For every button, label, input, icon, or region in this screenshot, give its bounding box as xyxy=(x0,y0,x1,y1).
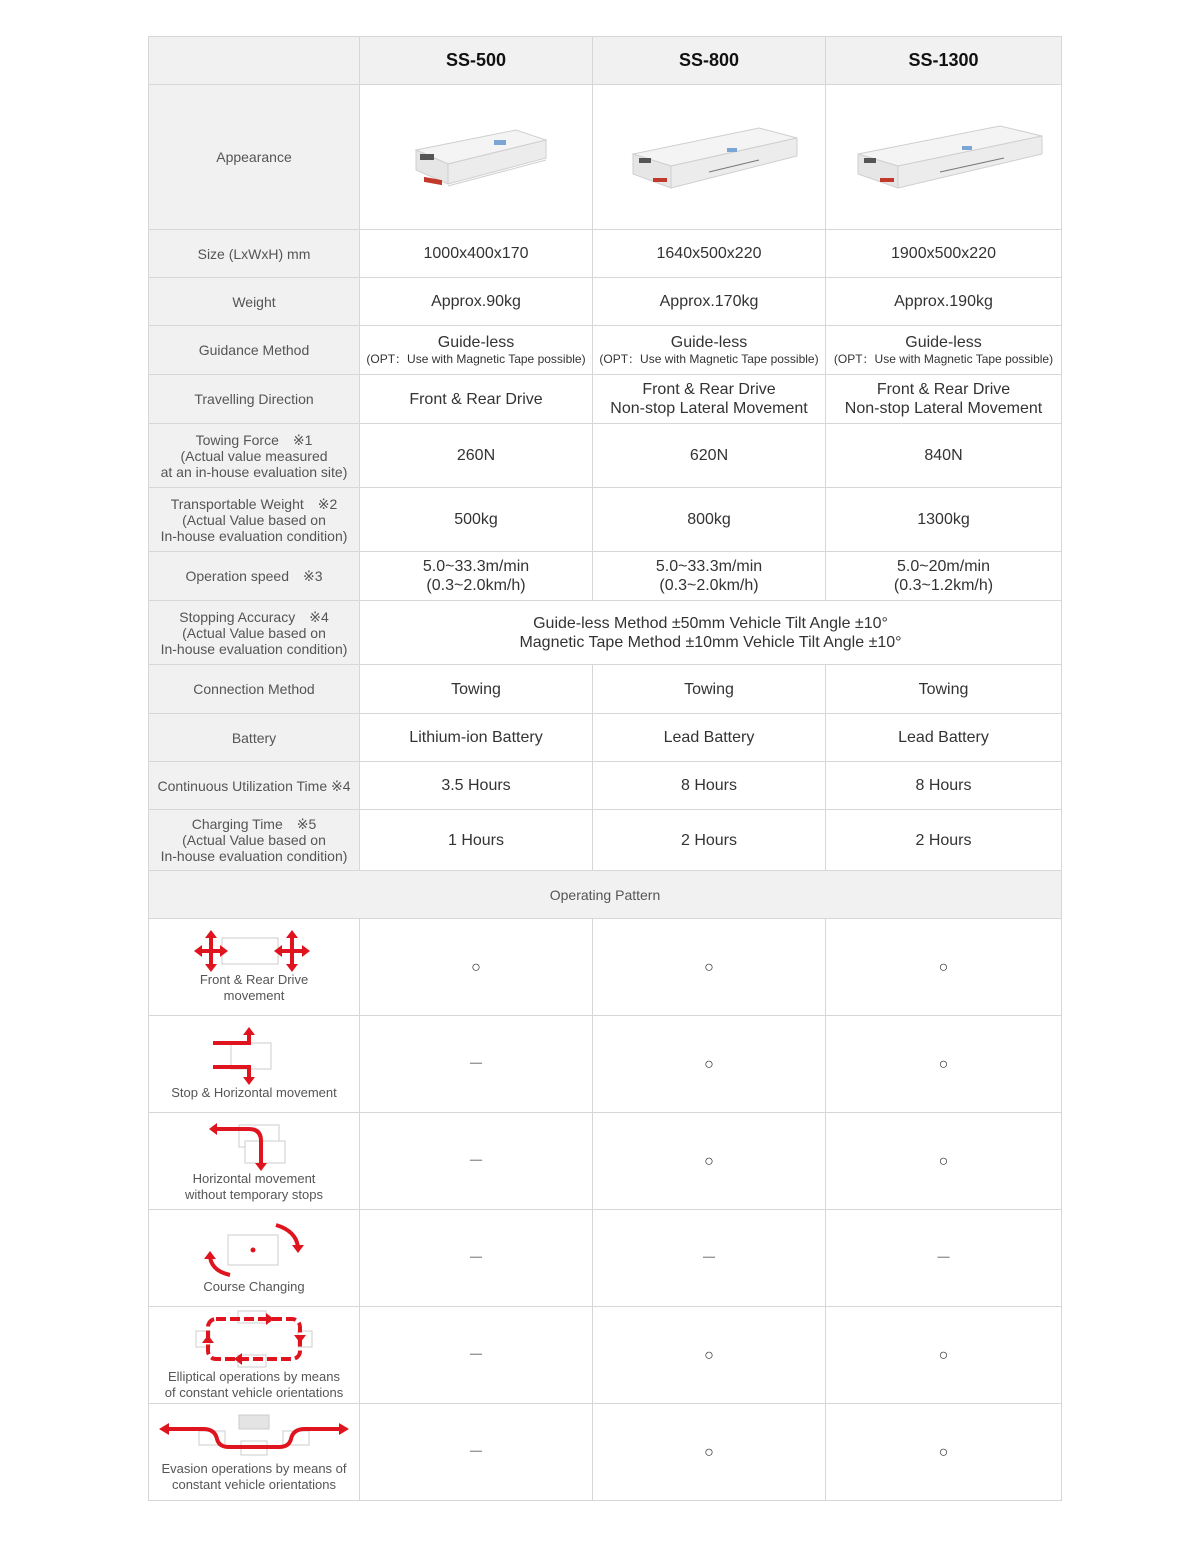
travel-ss-500: Front & Rear Drive xyxy=(360,375,593,424)
speed-min: 5.0~33.3m/min xyxy=(655,558,763,575)
weight-label: Weight xyxy=(149,278,360,326)
guidance-ss-1300 xyxy=(826,326,1062,375)
mark-cell: ○ xyxy=(593,1016,826,1113)
pattern-label-1: Stop & Horizontal movement xyxy=(171,1085,337,1100)
size-row xyxy=(149,230,1062,278)
weight-ss-500: Approx.90kg xyxy=(360,278,593,326)
guidance-row xyxy=(149,326,1062,375)
utilization-ss-800: 8 Hours xyxy=(593,762,826,810)
spec-sheet xyxy=(148,36,1061,1501)
connection-row xyxy=(149,665,1062,714)
charging-label-3: In-house evaluation condition) xyxy=(160,848,348,864)
battery-label: Battery xyxy=(149,714,360,762)
evasion-operation-icon xyxy=(159,1411,349,1461)
transport-label xyxy=(149,488,360,552)
battery-ss-500: Lithium-ion Battery xyxy=(360,714,593,762)
towing-label-3: at an in-house evaluation site) xyxy=(160,463,348,480)
pattern-label-1: Horizontal movement xyxy=(192,1171,316,1186)
pattern-row-front-rear xyxy=(149,919,1062,1016)
weight-ss-800: Approx.170kg xyxy=(593,278,826,326)
vehicle-image-ss-1300 xyxy=(826,85,1062,230)
stopping-row xyxy=(149,601,1062,665)
pattern-label-1: Evasion operations by means of xyxy=(161,1461,347,1476)
mark-cell: － xyxy=(360,1016,593,1113)
course-changing-icon xyxy=(204,1221,304,1279)
charging-label-2: (Actual Value based on xyxy=(182,832,326,848)
travel-line-2: Non-stop Lateral Movement xyxy=(844,400,1043,417)
transport-ss-500: 500kg xyxy=(360,488,593,552)
transport-ss-1300: 1300kg xyxy=(826,488,1062,552)
size-label: Size (LxWxH) mm xyxy=(149,230,360,278)
pattern-course-changing-cell xyxy=(149,1210,360,1307)
battery-row xyxy=(149,714,1062,762)
mark-cell: ○ xyxy=(826,919,1062,1016)
stopping-label xyxy=(149,601,360,665)
header-row xyxy=(149,37,1062,85)
pattern-row-elliptical xyxy=(149,1307,1062,1404)
pattern-row-stop-horizontal xyxy=(149,1016,1062,1113)
speed-min: 5.0~33.3m/min xyxy=(422,558,530,575)
guidance-sub: (OPT：Use with Magnetic Tape possible) xyxy=(833,351,1054,366)
mark-cell: ○ xyxy=(593,1113,826,1210)
pattern-elliptical-cell xyxy=(149,1307,360,1404)
vehicle-image-ss-800 xyxy=(593,85,826,230)
mark-cell: － xyxy=(360,1404,593,1501)
connection-ss-500: Towing xyxy=(360,665,593,714)
mark-cell: － xyxy=(826,1210,1062,1307)
stopping-line-1: Guide-less Method ±50mm Vehicle Tilt Angle ±10° xyxy=(533,614,888,632)
mark-cell: ○ xyxy=(826,1404,1062,1501)
speed-ss-500 xyxy=(360,552,593,601)
transport-row xyxy=(149,488,1062,552)
mark-cell: － xyxy=(360,1210,593,1307)
utilization-row xyxy=(149,762,1062,810)
stopping-line-2: Magnetic Tape Method ±10mm Vehicle Tilt Angle ±10° xyxy=(519,633,902,651)
mark-cell: － xyxy=(593,1210,826,1307)
guidance-ss-500 xyxy=(360,326,593,375)
operating-pattern-header-row xyxy=(149,871,1062,919)
mark-cell: ○ xyxy=(826,1307,1062,1404)
pattern-stop-horizontal-cell xyxy=(149,1016,360,1113)
pattern-horizontal-nonstop-cell xyxy=(149,1113,360,1210)
utilization-ss-1300: 8 Hours xyxy=(826,762,1062,810)
mark-cell: － xyxy=(360,1113,593,1210)
mark-cell: ○ xyxy=(360,919,593,1016)
weight-row xyxy=(149,278,1062,326)
towing-ss-500: 260N xyxy=(360,424,593,488)
operating-pattern-title: Operating Pattern xyxy=(149,871,1062,919)
speed-label: Operation speed ※3 xyxy=(149,552,360,601)
mark-cell: ○ xyxy=(593,1404,826,1501)
guidance-main: Guide-less xyxy=(905,333,982,351)
appearance-row xyxy=(149,85,1062,230)
speed-kmh: (0.3~2.0km/h) xyxy=(659,577,759,594)
pattern-row-course-changing xyxy=(149,1210,1062,1307)
guidance-sub: (OPT：Use with Magnetic Tape possible) xyxy=(599,351,819,366)
towing-label-2: (Actual value measured xyxy=(180,447,328,464)
travel-row xyxy=(149,375,1062,424)
mark-cell: ○ xyxy=(593,1307,826,1404)
size-ss-800: 1640x500x220 xyxy=(593,230,826,278)
connection-ss-800: Towing xyxy=(593,665,826,714)
speed-ss-800 xyxy=(593,552,826,601)
pattern-front-rear-cell xyxy=(149,919,360,1016)
travel-label: Travelling Direction xyxy=(149,375,360,424)
stopping-value xyxy=(360,601,1062,665)
charging-ss-1300: 2 Hours xyxy=(826,810,1062,871)
travel-ss-800 xyxy=(593,375,826,424)
weight-ss-1300: Approx.190kg xyxy=(826,278,1062,326)
connection-ss-1300: Towing xyxy=(826,665,1062,714)
travel-ss-1300 xyxy=(826,375,1062,424)
stopping-label-1: Stopping Accuracy ※4 xyxy=(179,608,329,625)
utilization-label: Continuous Utilization Time ※4 xyxy=(149,762,360,810)
appearance-label: Appearance xyxy=(149,85,360,230)
transport-label-2: (Actual Value based on xyxy=(182,511,326,528)
pattern-label-2: without temporary stops xyxy=(184,1187,323,1202)
towing-ss-1300: 840N xyxy=(826,424,1062,488)
elliptical-operation-icon xyxy=(194,1309,314,1369)
pattern-label-1: Front & Rear Drive xyxy=(199,972,309,987)
towing-label-1: Towing Force ※1 xyxy=(195,431,313,448)
pattern-label-2: constant vehicle orientations xyxy=(171,1477,337,1492)
vehicle-ss-1300-icon xyxy=(844,112,1044,202)
guidance-main: Guide-less xyxy=(670,333,748,351)
stopping-label-2: (Actual Value based on xyxy=(182,624,326,641)
towing-row xyxy=(149,424,1062,488)
mark-cell: ○ xyxy=(826,1113,1062,1210)
vehicle-image-ss-500 xyxy=(360,85,593,230)
model-ss-500: SS-500 xyxy=(360,37,593,85)
battery-ss-800: Lead Battery xyxy=(593,714,826,762)
corner-cell xyxy=(149,37,360,85)
size-ss-1300: 1900x500x220 xyxy=(826,230,1062,278)
pattern-row-evasion xyxy=(149,1404,1062,1501)
charging-ss-800: 2 Hours xyxy=(593,810,826,871)
mark-cell: ○ xyxy=(593,919,826,1016)
transport-ss-800: 800kg xyxy=(593,488,826,552)
speed-kmh: (0.3~2.0km/h) xyxy=(426,577,526,594)
pattern-label-1: Elliptical operations by means xyxy=(168,1369,340,1384)
connection-label: Connection Method xyxy=(149,665,360,714)
speed-kmh: (0.3~1.2km/h) xyxy=(893,577,994,594)
vehicle-ss-500-icon xyxy=(396,112,556,202)
charging-row xyxy=(149,810,1062,871)
transport-label-1: Transportable Weight ※2 xyxy=(170,495,338,512)
towing-label xyxy=(149,424,360,488)
spec-table xyxy=(148,36,1062,1501)
battery-ss-1300: Lead Battery xyxy=(826,714,1062,762)
mark-cell: ○ xyxy=(826,1016,1062,1113)
guidance-sub: (OPT：Use with Magnetic Tape possible) xyxy=(366,351,586,366)
speed-ss-1300 xyxy=(826,552,1062,601)
guidance-label: Guidance Method xyxy=(149,326,360,375)
horizontal-nonstop-icon xyxy=(209,1119,299,1171)
mark-cell: － xyxy=(360,1307,593,1404)
model-ss-800: SS-800 xyxy=(593,37,826,85)
towing-ss-800: 620N xyxy=(593,424,826,488)
guidance-main: Guide-less xyxy=(437,333,515,351)
pattern-label-1: Course Changing xyxy=(203,1279,305,1294)
travel-line-1: Front & Rear Drive xyxy=(642,381,776,398)
guidance-ss-800 xyxy=(593,326,826,375)
travel-line-2: Non-stop Lateral Movement xyxy=(610,400,808,417)
pattern-label-2: of constant vehicle orientations xyxy=(164,1385,344,1400)
front-rear-drive-icon xyxy=(194,930,314,972)
speed-min: 5.0~20m/min xyxy=(897,558,990,575)
charging-ss-500: 1 Hours xyxy=(360,810,593,871)
pattern-label-2: movement xyxy=(223,988,285,1003)
travel-line-1: Front & Rear Drive xyxy=(876,381,1011,398)
transport-label-3: In-house evaluation condition) xyxy=(160,527,348,544)
stopping-label-3: In-house evaluation condition) xyxy=(160,640,348,657)
charging-label xyxy=(149,810,360,871)
pattern-evasion-cell xyxy=(149,1404,360,1501)
stop-horizontal-icon xyxy=(209,1027,299,1085)
utilization-ss-500: 3.5 Hours xyxy=(360,762,593,810)
speed-row xyxy=(149,552,1062,601)
model-ss-1300: SS-1300 xyxy=(826,37,1062,85)
size-ss-500: 1000x400x170 xyxy=(360,230,593,278)
charging-label-1: Charging Time ※5 xyxy=(191,816,317,832)
pattern-row-horizontal-nonstop xyxy=(149,1113,1062,1210)
vehicle-ss-800-icon xyxy=(619,112,799,202)
